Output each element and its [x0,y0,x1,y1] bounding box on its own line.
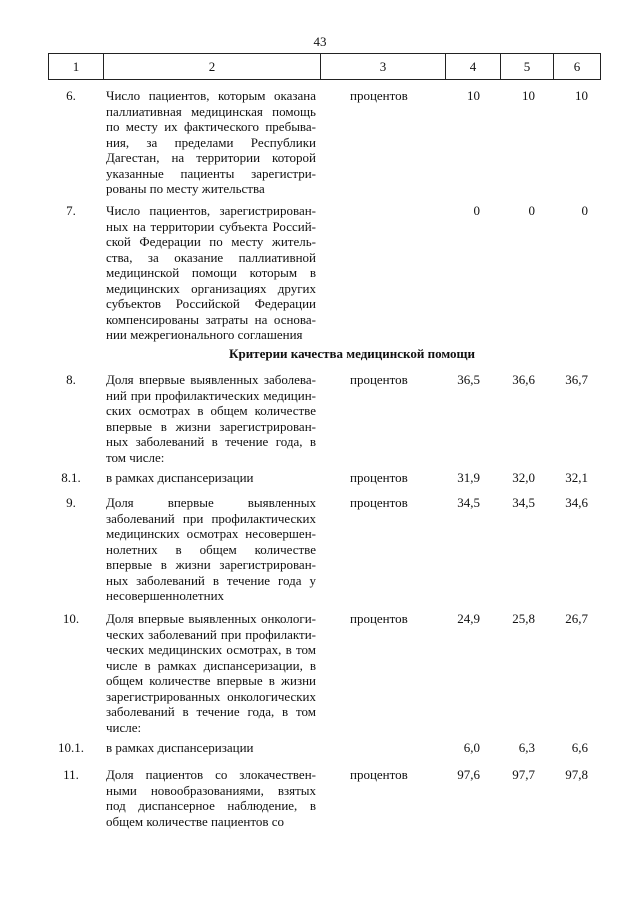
row-number: 9. [66,495,76,510]
row-description [106,767,316,829]
row-value-col6: 36,7 [565,372,588,387]
row-value-col4: 97,6 [457,767,480,782]
description-line: заболеваний в течение года, в том [106,704,316,719]
row-unit: процентов [350,470,408,485]
row-value-col4: 0 [473,203,480,218]
description-line: нолетних в общем количестве [106,541,316,557]
description-line: Число пациентов, которым оказана [106,88,316,103]
description-line: несовершеннолетних [106,588,225,603]
page-number: 43 [313,34,327,49]
description-line: медицинской помощи которым в [106,265,316,280]
description-line: медицинских осмотрах несовершен- [106,526,316,541]
row-number: 8.1. [61,470,81,485]
row-description [106,88,316,197]
row-number: 8. [66,372,76,387]
description-line: Доля впервые выявленных заболева- [106,372,316,387]
description-line: ний при профилактических медицин- [106,387,316,403]
description-line: общем количестве впервые в жизни [106,673,316,688]
column-header-4: 4 [446,54,501,80]
description-line: заболеваний при профилактических [106,510,316,526]
description-line: Доля пациентов со злокачествен- [106,767,316,782]
row-description [106,372,316,465]
column-header-3: 3 [321,54,446,80]
row-value-col5: 36,6 [512,372,535,387]
description-line: Дагестан, на территории которой [106,150,316,165]
description-line: числе в рамках диспансеризации, в [106,657,316,673]
row-number: 10.1. [58,740,84,755]
row-value-col6: 10 [575,88,588,103]
description-line: Доля впервые выявленных онкологи- [106,611,316,626]
row-unit: процентов [350,372,408,387]
column-header-1: 1 [49,54,104,80]
row-value-col6: 97,8 [565,767,588,782]
description-line: ных заболеваний в течение года, в [106,434,316,449]
row-value-col4: 24,9 [457,611,480,626]
description-line: общем количестве пациентов со [106,813,285,829]
description-line: зарегистрированных онкологических [106,688,316,704]
description-line: впервые в жизни зарегистрирован- [106,418,316,434]
row-value-col6: 34,6 [565,495,588,510]
row-value-col5: 25,8 [512,611,535,626]
description-line: том числе: [106,449,165,465]
row-value-col5: 34,5 [512,495,535,510]
row-value-col6: 26,7 [565,611,588,626]
row-value-col5: 0 [528,203,535,218]
row-unit: процентов [350,495,408,510]
description-line: паллиативная медицинская помощь [106,103,316,119]
row-value-col5: 10 [522,88,535,103]
description-line: ных на территории субъекта Россий- [106,218,316,234]
description-line: ства, за оказание паллиативной [106,249,316,265]
description-line: Число пациентов, зарегистрирован- [106,203,316,218]
section-heading: Критерии качества медицинской помощи [229,346,475,361]
row-value-col6: 0 [581,203,588,218]
row-value-col4: 6,0 [463,740,480,755]
row-description [106,740,316,756]
column-header-table [48,53,601,80]
row-value-col6: 6,6 [571,740,588,755]
description-line: указанные пациенты зарегистри- [106,165,316,181]
description-line: ных заболеваний в течение года у [106,572,316,588]
row-unit: процентов [350,611,408,626]
description-line: числе: [106,719,142,735]
description-line: впервые в жизни зарегистрирован- [106,557,316,572]
row-value-col4: 36,5 [457,372,480,387]
description-line: по месту их фактического пребыва- [106,119,316,134]
description-line: ными новообразованиями, взятых [106,782,316,798]
row-description [106,495,316,604]
row-value-col5: 97,7 [512,767,535,782]
row-value-col4: 10 [467,88,480,103]
row-value-col5: 32,0 [512,470,535,485]
column-header-6: 6 [554,54,601,80]
column-header-5: 5 [501,54,554,80]
row-unit: процентов [350,88,408,103]
row-value-col5: 6,3 [518,740,535,755]
description-line: рованы по месту жительства [106,181,265,196]
column-header-row [49,54,601,80]
description-line: медицинских организациях других [106,280,316,296]
column-header-2: 2 [104,54,321,80]
row-number: 6. [66,88,76,103]
description-line: под диспансерное наблюдение, в [106,798,316,813]
row-value-col6: 32,1 [565,470,588,485]
description-line: ских осмотрах в общем количестве [106,403,316,418]
description-line: субъектов Российской Федерации [106,296,316,311]
row-unit: процентов [350,767,408,782]
description-line: в рамках диспансеризации [106,740,254,755]
row-value-col4: 34,5 [457,495,480,510]
row-description [106,470,316,486]
description-line: ния, за пределами Республики [106,134,316,150]
description-line: ческих заболеваний при профилакти- [106,626,316,642]
description-line: Доля впервые выявленных [106,495,316,510]
description-line: ской Федерации по месту житель- [106,234,316,249]
description-line: компенсированы затраты на основа- [106,311,316,327]
row-number: 11. [63,767,79,782]
description-line: ческих медицинских осмотрах, в том [106,642,316,657]
row-value-col4: 31,9 [457,470,480,485]
description-line: в рамках диспансеризации [106,470,254,485]
row-number: 7. [66,203,76,218]
row-description [106,203,316,343]
row-description [106,611,316,735]
description-line: нии межрегионального соглашения [106,327,303,342]
row-number: 10. [62,611,80,626]
